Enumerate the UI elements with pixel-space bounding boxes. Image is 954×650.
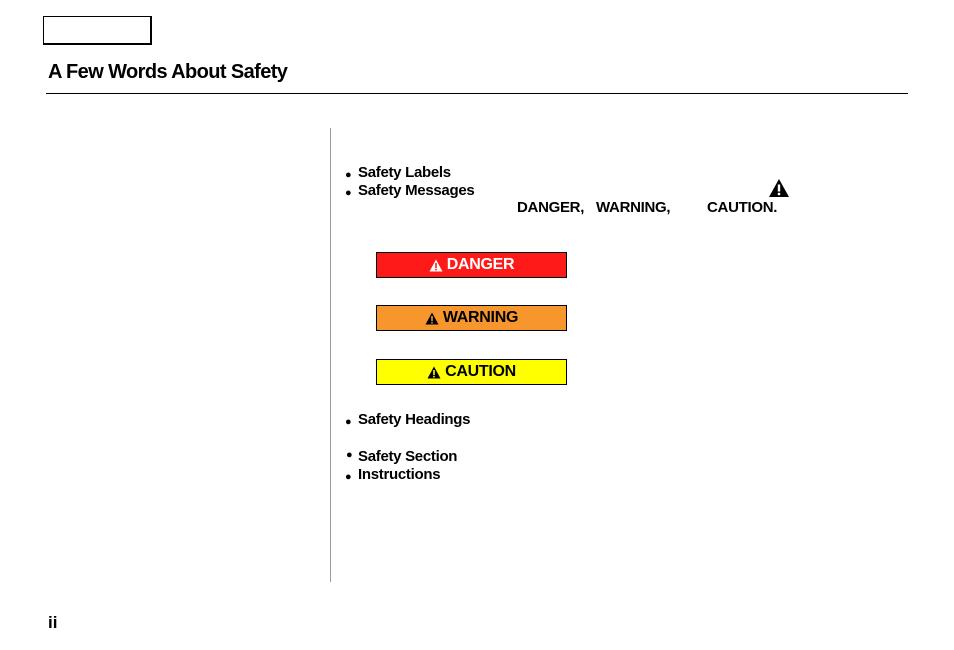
signal-word-caution: CAUTION. — [707, 199, 778, 216]
warning-label — [376, 305, 567, 331]
caution-label-text: CAUTION — [445, 363, 516, 380]
warning-label-text: WARNING — [442, 309, 519, 326]
warning-triangle-icon — [429, 259, 443, 272]
page-title: A Few Words About Safety — [48, 61, 288, 83]
list-item-safety-section: Safety Section — [358, 448, 458, 465]
caution-label — [376, 359, 567, 385]
signal-word-danger: DANGER, — [517, 199, 585, 216]
list-item-safety-messages: Safety Messages — [358, 182, 475, 199]
list-item-safety-headings: Safety Headings — [358, 411, 471, 428]
bullet-icon: ● — [345, 169, 352, 181]
bullet-icon: ● — [345, 187, 352, 199]
danger-label-text: DANGER — [446, 256, 515, 273]
warning-triangle-icon — [425, 312, 439, 325]
bullet-icon: ● — [345, 471, 352, 483]
list-item-instructions: Instructions — [358, 466, 441, 483]
warning-triangle-icon — [427, 366, 441, 379]
danger-label — [376, 252, 567, 278]
column-divider — [330, 128, 331, 582]
title-rule — [46, 93, 908, 94]
bullet-icon: ● — [345, 416, 352, 428]
page-number: ii — [48, 613, 58, 632]
section-tab-box — [43, 16, 152, 45]
signal-word-warning: WARNING, — [596, 199, 671, 216]
bullet-icon: ● — [346, 449, 353, 461]
warning-triangle-icon — [768, 178, 790, 198]
list-item-safety-labels: Safety Labels — [358, 164, 451, 181]
